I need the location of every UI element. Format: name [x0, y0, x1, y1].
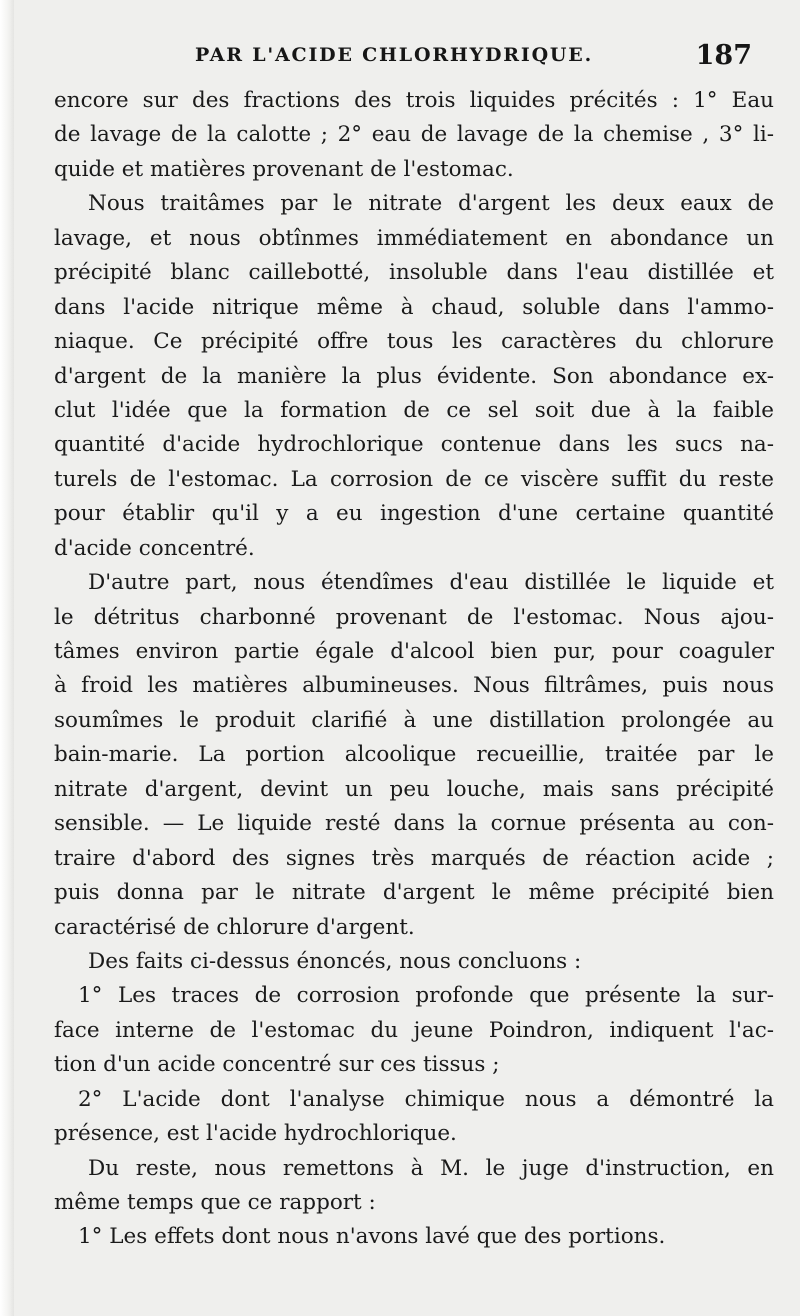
text-line: encore sur des fractions des trois liquides précités : 1° Eau	[54, 88, 774, 113]
text-line: sensible. — Le liquide resté dans la cornue présenta au con-	[54, 811, 774, 837]
running-header	[14, 34, 800, 78]
text-line: de lavage de la calotte ; 2° eau de lavage de la chemise , 3° li-	[54, 122, 774, 148]
text-line: présence, est l'acide hydrochlorique.	[54, 1121, 457, 1147]
text-line: Du reste, nous remettons à M. le juge d'instruction, en	[88, 1155, 774, 1181]
text-line: quide et matières provenant de l'estomac.	[54, 156, 514, 182]
text-line: Nous traitâmes par le nitrate d'argent les deux eaux de	[88, 191, 774, 217]
text-line: quantité d'acide hydrochlorique contenue dans les sucs na-	[54, 432, 774, 458]
text-line: 1° Les traces de corrosion profonde que présente la sur-	[78, 983, 774, 1009]
book-page	[14, 0, 800, 1316]
text-line: le détritus charbonné provenant de l'estomac. Nous ajou-	[54, 604, 774, 630]
text-line: nitrate d'argent, devint un peu louche, mais sans précipité	[54, 776, 774, 802]
text-line: dans l'acide nitrique même à chaud, soluble dans l'ammo-	[54, 294, 774, 320]
text-line: puis donna par le nitrate d'argent le même précipité bien	[54, 880, 774, 906]
text-line: 1° Les effets dont nous n'avons lavé que des portions.	[78, 1224, 666, 1250]
page-number: 187	[695, 40, 752, 71]
text-line: lavage, et nous obtînmes immédiatement en abondance un	[54, 225, 774, 251]
running-title: PAR L'ACIDE CHLORHYDRIQUE.	[194, 44, 593, 66]
text-line: d'acide concentré.	[54, 535, 255, 561]
text-line: à froid les matières albumineuses. Nous filtrâmes, puis nous	[54, 673, 774, 699]
text-line: d'argent de la manière la plus évidente. Son abondance ex-	[54, 363, 774, 389]
text-line: traire d'abord des signes très marqués de réaction acide ;	[54, 845, 774, 871]
body-text	[54, 84, 774, 1255]
text-line: tâmes environ partie égale d'alcool bien pur, pour coaguler	[54, 639, 774, 664]
text-line: soumîmes le produit clarifié à une distillation prolongée au	[54, 707, 774, 733]
text-line: précipité blanc caillebotté, insoluble dans l'eau distillée et	[54, 260, 774, 286]
scan-margin	[0, 0, 14, 1316]
text-line: Des faits ci-dessus énoncés, nous concluons :	[88, 948, 582, 974]
text-line: même temps que ce rapport :	[54, 1190, 376, 1215]
text-line: tion d'un acide concentré sur ces tissus ;	[54, 1052, 500, 1078]
text-line: niaque. Ce précipité offre tous les caractères du chlorure	[54, 329, 774, 355]
text-line: turels de l'estomac. La corrosion de ce viscère suffit du reste	[54, 466, 774, 492]
text-line: D'autre part, nous étendîmes d'eau distillée le liquide et	[88, 570, 774, 596]
text-line: 2° L'acide dont l'analyse chimique nous a démontré la	[78, 1086, 774, 1112]
text-line: bain-marie. La portion alcoolique recueillie, traitée par le	[54, 742, 774, 768]
text-line: caractérisé de chlorure d'argent.	[54, 914, 415, 940]
text-line: face interne de l'estomac du jeune Poindron, indiquent l'ac-	[54, 1017, 774, 1043]
text-line: clut l'idée que la formation de ce sel soit due à la faible	[54, 397, 774, 423]
text-line: pour établir qu'il y a eu ingestion d'une certaine quantité	[54, 501, 774, 527]
